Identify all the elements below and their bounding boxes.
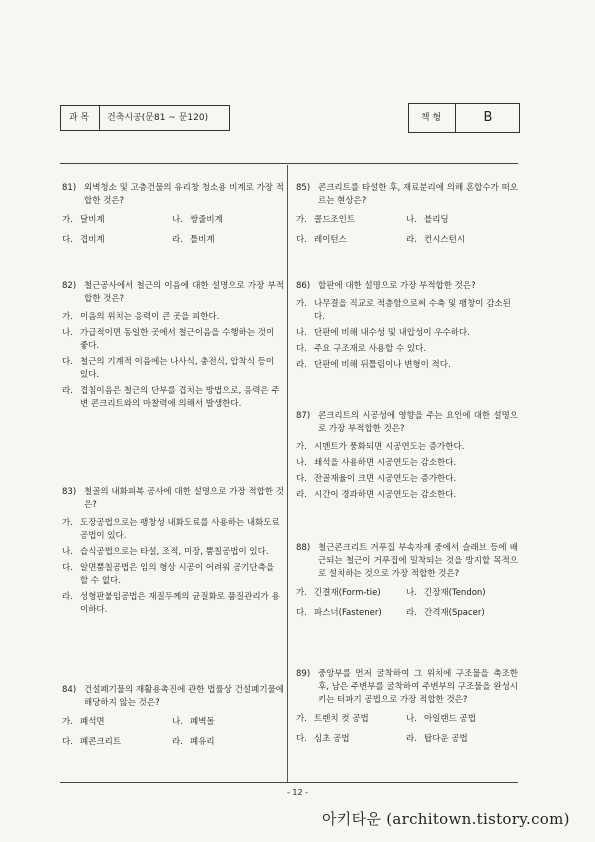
option[interactable]: 가. 도장공법으로는 팽창성 내화도료를 사용하는 내화도료공법이 있다. — [62, 518, 280, 541]
option[interactable]: 가. 나무결을 직교로 적층함으로써 수축 및 팽창이 감소된다. — [296, 299, 511, 322]
question-text: 건설폐기물의 재활용촉진에 관한 법률상 건설폐기물에 해당하지 않는 것은? — [84, 685, 284, 708]
option[interactable]: 라. 겹침이음은 철근의 단부를 겹치는 방법으로, 응력은 주변 콘크리트와의 마찰력에 의해서 발생한다. — [62, 386, 280, 409]
question-text: 철골의 내화피복 공사에 대한 설명으로 가장 적합한 것은? — [84, 487, 284, 510]
option[interactable]: 나. 습식공법으로는 타설, 조적, 미장, 뿜칠공법이 있다. — [62, 547, 269, 557]
question-number: 84) — [62, 685, 77, 695]
subject-divider — [99, 106, 100, 130]
question-number: 88) — [296, 543, 311, 553]
subject-label: 과 목 — [68, 113, 90, 123]
question-number: 85) — [296, 183, 311, 193]
option[interactable]: 라. 성형판붙임공법은 재질두께의 균질화로 품질관리가 용이하다. — [62, 592, 280, 615]
booklet-type-label: 책 형 — [420, 113, 442, 123]
question-number: 87) — [296, 411, 311, 421]
question-number: 86) — [296, 281, 311, 291]
option[interactable]: 다. 주요 구조재로 사용할 수 있다. — [296, 344, 427, 354]
option[interactable]: 라. 시간이 경과하면 시공연도는 감소한다. — [296, 490, 457, 500]
question-86 — [296, 280, 518, 375]
option[interactable]: 나. 폐벽돌 — [172, 717, 215, 727]
subject-header-box — [60, 105, 230, 131]
option[interactable]: 라. 간격재(Spacer) — [406, 608, 485, 618]
option[interactable]: 라. 폐유리 — [172, 737, 215, 747]
option[interactable]: 나. 가급적이면 동일한 곳에서 철근이음을 수행하는 것이 좋다. — [62, 328, 275, 351]
option[interactable]: 다. 겹비계 — [62, 235, 105, 245]
question-89 — [296, 668, 518, 749]
question-text: 중앙부를 먼저 굴착하여 그 위치에 구조물을 축조한 후, 남은 주변부를 굴착하여 주변부의 구조물을 완성시키는 터파기 공법으로 가장 적합한 것은? — [318, 669, 518, 705]
option[interactable]: 가. 콜드조인트 — [296, 215, 356, 225]
question-87 — [296, 410, 518, 505]
source-watermark: 아키타운 (architown.tistory.com) — [322, 810, 570, 828]
option[interactable]: 라. 탑다운 공법 — [406, 734, 468, 744]
footer-rule — [60, 782, 518, 783]
option[interactable]: 다. 레이턴스 — [296, 235, 347, 245]
option[interactable]: 다. 폐콘크리트 — [62, 737, 122, 747]
option[interactable]: 다. 파스너(Fastener) — [296, 608, 382, 618]
option[interactable]: 라. 단판에 비해 뒤틀림이나 변형이 적다. — [296, 360, 451, 370]
option[interactable]: 다. 심초 공법 — [296, 734, 350, 744]
option[interactable]: 다. 알면뿜칠공법은 임의 형상 시공이 어려워 공기단축을 할 수 없다. — [62, 563, 275, 586]
option[interactable]: 나. 단판에 비해 내수성 및 내압성이 우수하다. — [296, 328, 470, 338]
column-divider — [287, 165, 288, 782]
question-number: 82) — [62, 281, 77, 291]
option[interactable]: 나. 쇄석을 사용하면 시공연도는 감소한다. — [296, 458, 457, 468]
option[interactable]: 다. 철근의 기계적 이음에는 나사식, 충전식, 압착식 등이 있다. — [62, 357, 275, 380]
question-84 — [62, 684, 284, 752]
question-81 — [62, 182, 284, 250]
question-text: 철근공사에서 철근의 이음에 대한 설명으로 가장 부적합한 것은? — [84, 281, 284, 304]
question-85 — [296, 182, 518, 250]
option[interactable]: 라. 틀비계 — [172, 235, 215, 245]
option[interactable]: 가. 이음의 위치는 응력이 큰 곳을 피한다. — [62, 312, 220, 322]
booklet-type-value: B — [483, 110, 493, 125]
question-text: 철근콘크리트 거푸집 부속자재 중에서 슬래브 등에 배근되는 철근이 거푸집에 밀착되는 것을 방지할 목적으로 설치하는 것으로 가장 적합한 것은? — [318, 543, 518, 579]
question-text: 외벽청소 및 고층건물의 유리창 청소용 비계로 가장 적합한 것은? — [84, 183, 284, 206]
question-number: 89) — [296, 669, 311, 679]
booklet-type-divider — [455, 104, 456, 132]
option[interactable]: 가. 폐석면 — [62, 717, 105, 727]
question-text: 콘크리트의 시공성에 영향을 주는 요인에 대한 설명으로 가장 부적합한 것은? — [318, 411, 518, 434]
option[interactable]: 가. 트렌치 컷 공법 — [296, 714, 369, 724]
option[interactable]: 가. 시멘트가 풍화되면 시공연도는 증가한다. — [296, 442, 465, 452]
question-82 — [62, 280, 284, 414]
option[interactable]: 가. 긴결재(Form-tie) — [296, 588, 381, 598]
subject-value: 건축시공(문81 ~ 문120) — [107, 113, 209, 123]
question-number: 83) — [62, 487, 77, 497]
option[interactable]: 나. 블리딩 — [406, 215, 449, 225]
question-number: 81) — [62, 183, 77, 193]
page-number: - 12 - — [286, 788, 309, 797]
option[interactable]: 나. 긴장재(Tendon) — [406, 588, 486, 598]
option[interactable]: 라. 컨시스턴시 — [406, 235, 466, 245]
option[interactable]: 다. 잔골재율이 크면 시공연도는 증가한다. — [296, 474, 457, 484]
header-rule — [60, 163, 518, 164]
booklet-type-box — [408, 103, 520, 133]
question-text: 콘크리트를 타설한 후, 재료분리에 의해 혼합수가 떠오르는 현상은? — [318, 183, 518, 206]
option[interactable]: 가. 달비계 — [62, 215, 105, 225]
question-text: 합판에 대한 설명으로 가장 부적합한 것은? — [318, 281, 476, 291]
option[interactable]: 나. 아일랜드 공법 — [406, 714, 476, 724]
question-88 — [296, 542, 518, 623]
option[interactable]: 나. 쌍줄비계 — [172, 215, 223, 225]
question-83 — [62, 486, 284, 620]
